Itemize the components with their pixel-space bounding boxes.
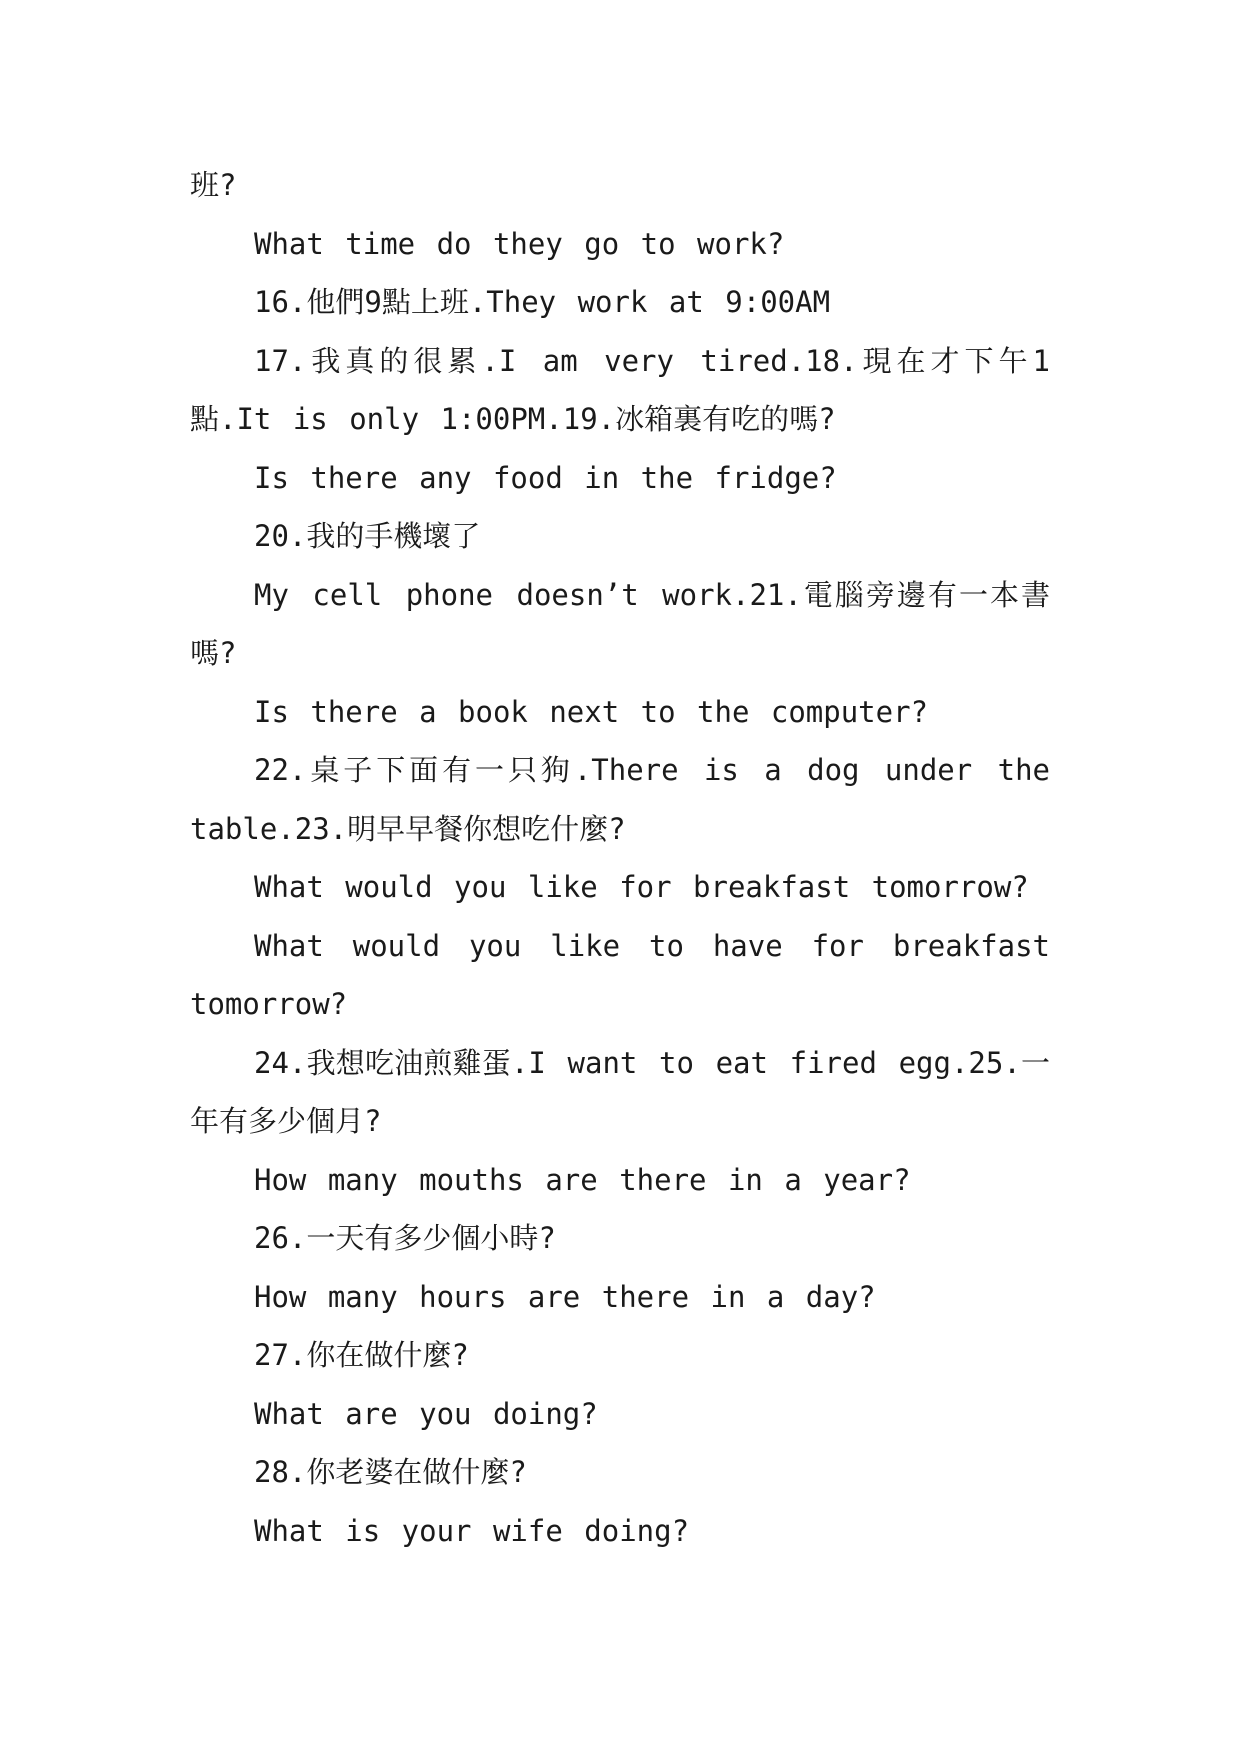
paragraph: What would you like to have for breakfast tomorrow? — [190, 928, 1050, 1021]
paragraph: How many mouths are there in a year? — [254, 1162, 911, 1197]
paragraph: 28.你老婆在做什麼? — [254, 1455, 527, 1489]
paragraph: 班? — [190, 168, 237, 202]
paragraph: 22.桌子下面有一只狗.There is a dog under the table.23.明早早餐你想吃什麼? — [190, 753, 1050, 846]
paragraph: What are you doing? — [254, 1396, 598, 1431]
paragraph: 26.一天有多少個小時? — [254, 1221, 556, 1255]
paragraph: What would you like for breakfast tomorrow? — [254, 870, 1029, 904]
paragraph: My cell phone doesn’t work.21.電腦旁邊有一本書嗎? — [190, 577, 1050, 670]
paragraph: 27.你在做什麼? — [254, 1338, 469, 1372]
paragraph: Is there a book next to the computer? — [254, 694, 929, 729]
paragraph: 24.我想吃油煎雞蛋.I want to eat fired egg.25.一年有多少個月? — [190, 1045, 1050, 1138]
paragraph: What time do they go to work? — [254, 226, 785, 261]
document-body — [190, 156, 1050, 1560]
paragraph: How many hours are there in a day? — [254, 1279, 876, 1314]
paragraph: 17.我真的很累.I am very tired.18.現在才下午1點.It is only 1:00PM.19.冰箱裏有吃的嗎? — [190, 343, 1050, 436]
paragraph: 20.我的手機壞了 — [254, 519, 481, 553]
paragraph: 16.他們9點上班.They work at 9:00AM — [254, 285, 831, 319]
paragraph: Is there any food in the fridge? — [254, 460, 837, 495]
paragraph: What is your wife doing? — [254, 1513, 690, 1548]
